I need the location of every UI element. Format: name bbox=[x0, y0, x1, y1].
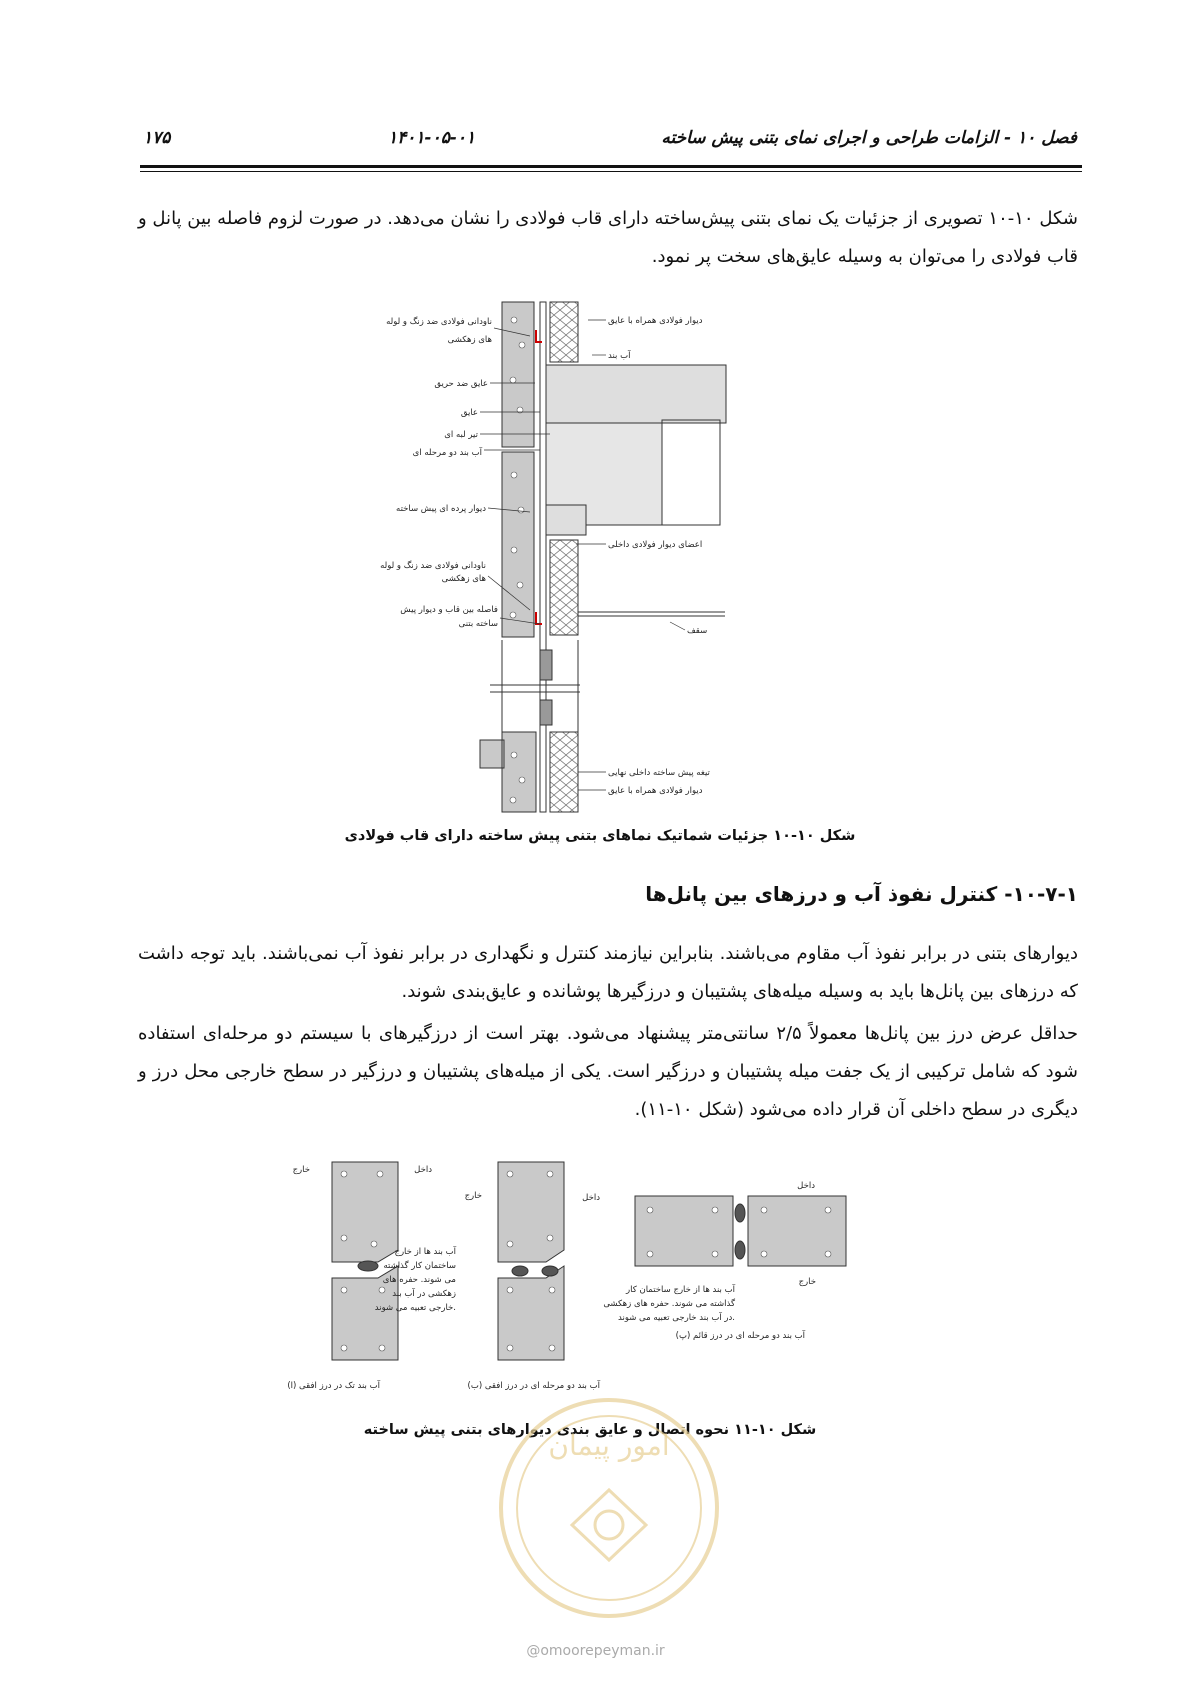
fig10-label: های زهکشی bbox=[447, 335, 492, 345]
watermark-site: @omoorepeyman.ir bbox=[526, 1643, 665, 1659]
paragraph-joint-width: حداقل عرض درز بین پانل‌ها معمولاً ۲/۵ سانتی‌متر پیشنهاد می‌شود. بهتر است از درزگیرهای با سیستم دو مرحله‌ای استفاده شود که شامل ترکیبی از یک جفت میله پشتیبان و درزگیر است. یکی از میله‌های پشتیبان و درزگیر در سطح خارجی محل درز و دیگری در سطح داخلی آن قرار داده می‌شود (شکل ۱۰-۱۱). bbox=[138, 1023, 1078, 1120]
fig10-label: عایق ضد حریق bbox=[434, 379, 488, 389]
fig11a-note: خارجی تعبیه می شوند. bbox=[374, 1303, 456, 1313]
fig11c-caption: آب بند دو مرحله ای در درز قائم (پ) bbox=[675, 1331, 805, 1341]
paragraph-water-resistance: دیوارهای بتنی در برابر نفوذ آب مقاوم می‌باشند. بنابراین نیازمند کنترل و نگهداری در برابر نفوذ آب نمی‌باشند. باید توجه داشت که درزهای بین پانل‌ها باید به وسیله میله‌های پشتیبان و درزگیرها پوشانده و عایق‌بندی شوند. bbox=[138, 943, 1078, 1002]
fig11a-inside: داخل bbox=[414, 1165, 432, 1175]
section-heading: ۱۰-۷-۱- کنترل نفوذ آب و درزهای بین پانل‌ها bbox=[645, 882, 1078, 906]
fig11c-note: گذاشته می شوند. حفره های زهکشی bbox=[603, 1299, 735, 1309]
fig11a-note: زهکشی در آب بند bbox=[392, 1289, 456, 1299]
fig11c-outside: خارج bbox=[798, 1277, 816, 1287]
figure-10-11-diagram bbox=[270, 1150, 860, 1410]
fig10-label: های زهکشی bbox=[441, 574, 486, 584]
header-rule bbox=[140, 165, 1082, 168]
figure-10-10-diagram bbox=[380, 300, 760, 815]
fig11a-outside: خارج bbox=[292, 1165, 310, 1175]
fig10-label: آب بند bbox=[608, 351, 631, 361]
fig11b-caption: آب بند دو مرحله ای در درز افقی (ب) bbox=[467, 1381, 600, 1391]
fig11c-inside: داخل bbox=[797, 1181, 815, 1191]
figure-10-10-caption: شکل ۱۰-۱۰ جزئیات شماتیک نماهای بتنی پیش ساخته دارای قاب فولادی bbox=[344, 828, 856, 844]
page-number: ۱۷۵ bbox=[143, 128, 171, 148]
fig10-label: اعضای دیوار فولادی داخلی bbox=[608, 540, 703, 550]
fig10-label: دیوار فولادی همراه با عایق bbox=[608, 786, 703, 796]
fig10-label: دیوار پرده ای پیش ساخته bbox=[396, 504, 486, 514]
header-rule-thin bbox=[140, 171, 1082, 172]
fig10-label: عایق bbox=[460, 408, 478, 418]
fig10-label: تیر لبه ای bbox=[444, 430, 478, 440]
watermark-seal-text: امور پیمان bbox=[548, 1429, 670, 1462]
fig10-label: تیغه پیش ساخته داخلی نهایی bbox=[608, 768, 710, 778]
chapter-title: فصل ۱۰ - الزامات طراحی و اجرای نمای بتنی پیش ساخته bbox=[661, 128, 1077, 148]
fig10-label: آب بند دو مرحله ای bbox=[412, 448, 482, 458]
fig11a-note: آب بند ها از خارج bbox=[394, 1247, 456, 1257]
fig10-label: سقف bbox=[687, 626, 708, 636]
intro-paragraph: شکل ۱۰-۱۰ تصویری از جزئیات یک نمای بتنی پیش‌ساخته دارای قاب فولادی را نشان می‌دهد. در صورت لزوم فاصله بین پانل و قاب فولادی را می‌توان به وسیله عایق‌های سخت پر نمود. bbox=[138, 208, 1078, 267]
fig11a-caption: آب بند تک در درز افقی (ا) bbox=[287, 1381, 380, 1391]
fig11b-outside: خارج bbox=[464, 1191, 482, 1201]
fig10-label: فاصله بین قاب و دیوار پیش bbox=[400, 605, 498, 615]
fig10-label: ساخته بتنی bbox=[458, 619, 498, 629]
header-date: ۱۴۰۱-۰۵-۰۱ bbox=[388, 128, 476, 148]
fig11a-note: ساختمان کار گذاشته bbox=[383, 1261, 456, 1271]
fig10-label: ناودانی فولادی ضد زنگ و لوله bbox=[380, 561, 486, 571]
fig11b-inside: داخل bbox=[582, 1193, 600, 1203]
figure-10-11-caption: شکل ۱۰-۱۱ نحوه اتصال و عایق بندی دیوارهای بتنی پیش ساخته bbox=[363, 1422, 817, 1438]
watermark-seal-logo bbox=[496, 1395, 722, 1621]
fig11c-note: آب بند ها از خارج ساختمان کار bbox=[626, 1285, 735, 1295]
fig10-label: دیوار فولادی همراه با عایق bbox=[608, 316, 703, 326]
fig11c-note: در آب بند خارجی تعبیه می شوند. bbox=[618, 1313, 735, 1323]
fig11a-note: می شوند. حفره های bbox=[382, 1275, 456, 1285]
fig10-label: ناودانی فولادی ضد زنگ و لوله bbox=[386, 317, 492, 327]
